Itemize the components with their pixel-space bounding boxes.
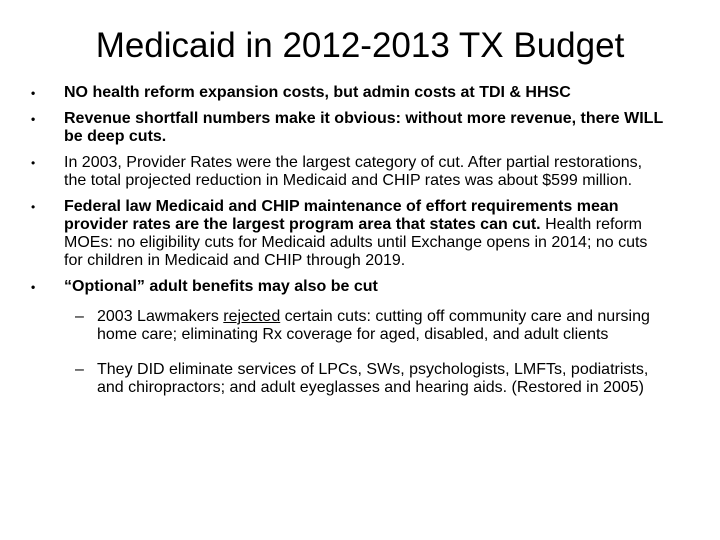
bullet-marker: • (31, 86, 36, 100)
bullet-marker: • (31, 156, 36, 170)
bullet-item (0, 198, 720, 270)
bullet-item (0, 84, 720, 102)
sub-bullet-item (0, 308, 720, 344)
bullet-text: “Optional” adult benefits may also be cut (64, 278, 378, 295)
sub-bullet-text: certain cuts: cutting off community care and nursing home care; eliminating Rx coverage for aged, disabled, and adult clients (97, 308, 650, 343)
bullet-text: Health reform MOEs: no eligibility cuts for Medicaid adults until Exchange opens in 2014; no cuts for children in Medicaid and CHIP through 2019. (64, 216, 648, 269)
bullet-marker: • (31, 112, 36, 126)
sub-bullet-marker: – (75, 308, 84, 325)
bullet-item (0, 278, 720, 296)
sub-bullet-marker: – (75, 361, 84, 378)
bullet-text-bold: Federal law Medicaid and CHIP maintenance of effort requirements mean provider rates are the largest program area that states can cut. (64, 198, 619, 233)
bullet-text: In 2003, Provider Rates were the largest category of cut. After partial restorations, the total projected reduction in Medicaid and CHIP rates was about $599 million. (64, 154, 643, 189)
bullet-item (0, 154, 720, 190)
bullet-item (0, 110, 720, 146)
bullet-text: NO health reform expansion costs, but admin costs at TDI & HHSC (64, 84, 571, 101)
bullet-text: Revenue shortfall numbers make it obvious: without more revenue, there WILL be deep cuts. (64, 110, 663, 145)
bullet-marker: • (31, 280, 36, 294)
sub-bullet-item (0, 361, 720, 397)
sub-bullet-underlined-text: rejected (223, 308, 281, 325)
sub-bullet-text: They DID eliminate services of LPCs, SWs, psychologists, LMFTs, podiatrists, and chiropractors; and adult eyeglasses and hearing aids. (Restored in 2005) (97, 361, 649, 396)
sub-bullet-text: 2003 Lawmakers (97, 308, 224, 325)
slide-title: Medicaid in 2012-2013 TX Budget (95, 26, 625, 65)
bullet-marker: • (31, 200, 36, 214)
bullet-list (0, 84, 720, 414)
